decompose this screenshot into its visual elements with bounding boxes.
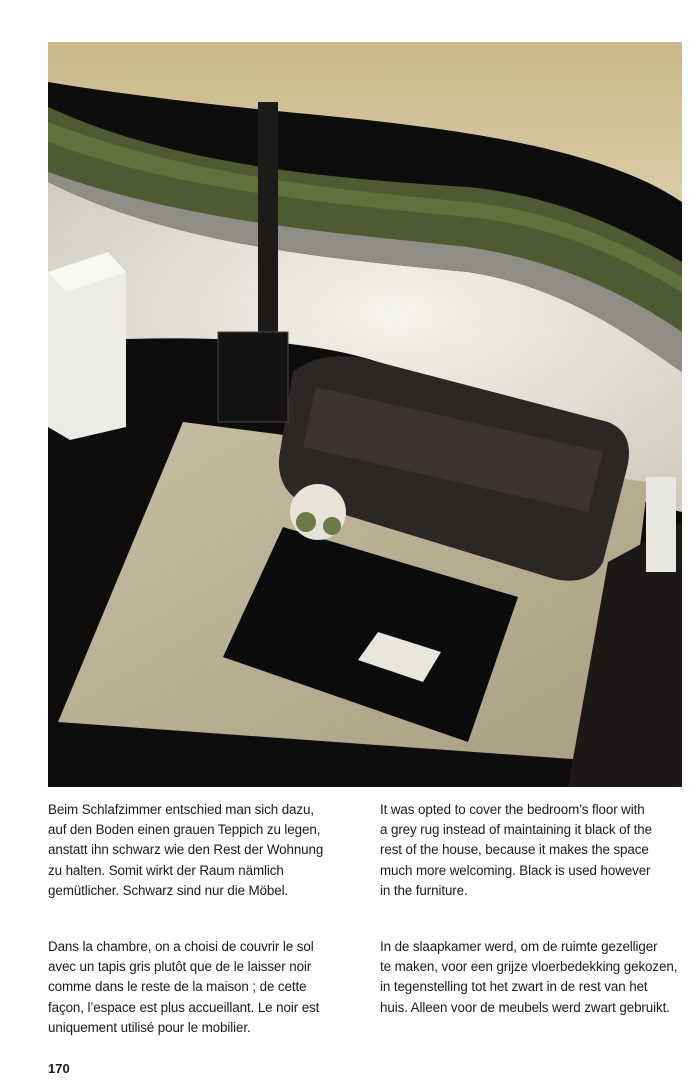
french-caption: Dans la chambre, on a choisi de couvrir le sol avec un tapis gris plutôt que de le laisser noir comme dans le reste de la maison ; de cette façon, l’espace est plus accueillant. Le noir est uniquement utilisé pour le mobilier. <box>48 939 320 1035</box>
dutch-caption: In de slaapkamer werd, om de ruimte gezelliger te maken, voor een grijze vloerbedekking gekozen, in tegenstelling tot het zwart in de rest van het huis. Alleen voor de meubels werd zwart gebruikt. <box>380 939 678 1015</box>
german-caption: Beim Schlafzimmer entschied man sich dazu, auf den Boden einen grauen Teppich zu legen, anstatt ihn schwarz wie den Rest der Wohnung zu halten. Somit wirkt der Raum nämlich gemütlicher. Schwarz sind nur die Möbel. <box>48 802 324 898</box>
photo-illustration <box>48 42 682 787</box>
english-caption: It was opted to cover the bedroom’s floor with a grey rug instead of maintaining it black of the rest of the house, because it makes the space much more welcoming. Black is used however in the furniture. <box>380 802 653 898</box>
interior-photo <box>48 42 682 787</box>
page-number: 170 <box>48 1061 70 1076</box>
